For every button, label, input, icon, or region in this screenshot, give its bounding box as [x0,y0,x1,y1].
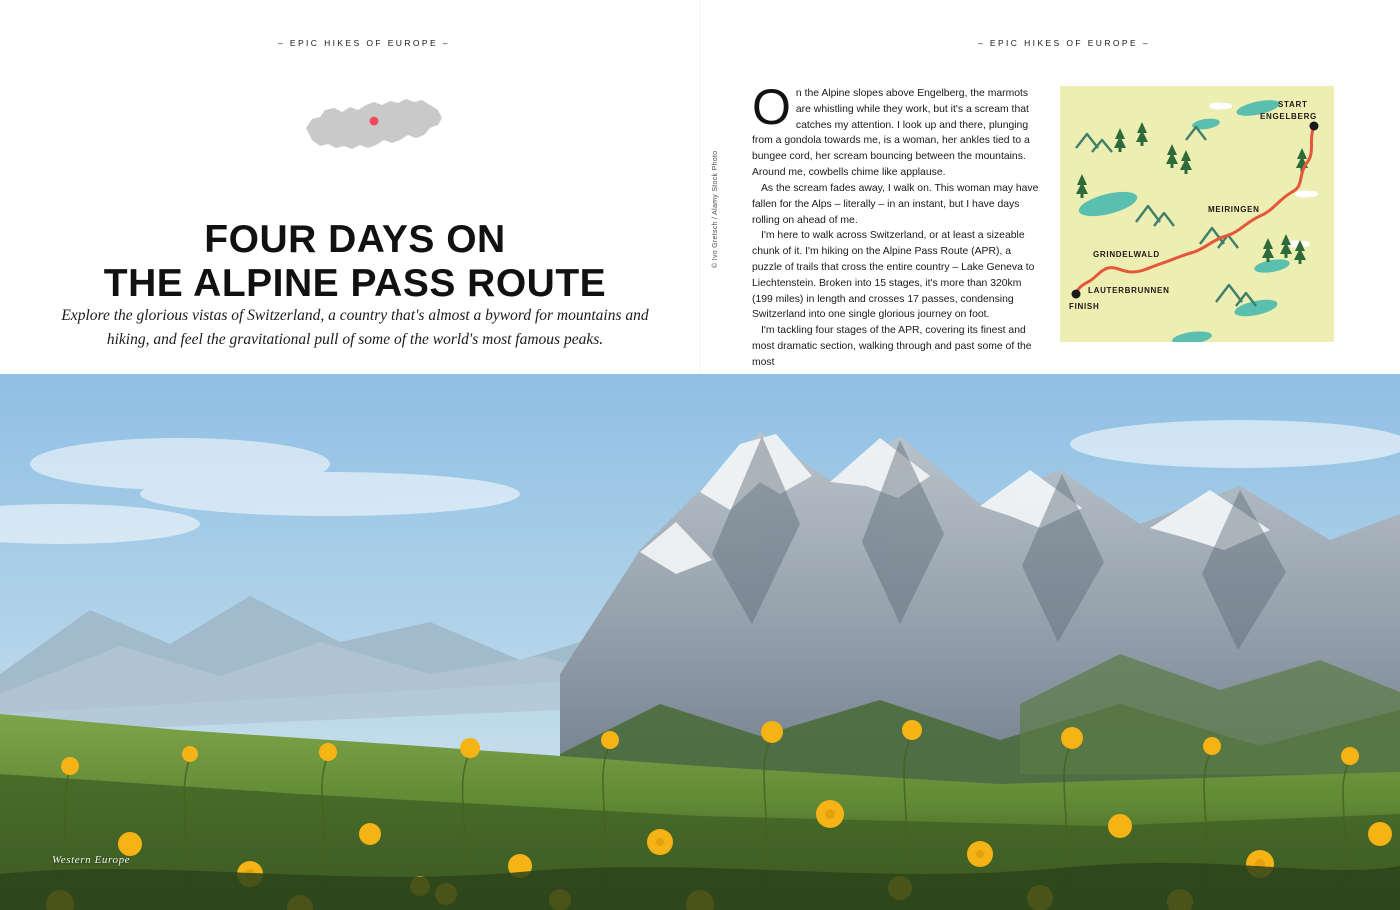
switzerland-outline-icon [298,88,448,166]
map-label-meiringen: MEIRINGEN [1208,205,1260,214]
hero-caption: Western Europe [52,854,131,866]
body-paragraph-4: I'm tackling four stages of the APR, covering its finest and most dramatic section, walking through and past some of the most [752,325,1032,368]
drop-cap: O [752,79,791,135]
map-label-grindelwald: GRINDELWALD [1093,250,1160,259]
standfirst: Explore the glorious vistas of Switzerland, a country that's almost a byword for mountains and hiking, and feel the gravitational pull of some of the world's most famous peaks. [61,307,649,349]
running-head-left: – EPIC HIKES OF EUROPE – [278,38,450,48]
map-label-engelberg: ENGELBERG [1260,112,1317,121]
running-head-right: – EPIC HIKES OF EUROPE – [978,38,1150,48]
page-title [55,218,655,307]
page-title-line-2: THE ALPINE PASS ROUTE [103,262,607,306]
route-map [1060,86,1334,342]
map-label-lauterbrunnen: LAUTERBRUNNEN [1088,286,1170,295]
page-gutter [699,0,701,374]
article-body [752,79,1042,371]
map-label-finish: FINISH [1069,302,1100,311]
body-paragraph-2: As the scream fades away, I walk on. This woman may have fallen for the Alps – literally – in an instant, but I have days rolling on ahead of me. [752,182,1039,226]
map-label-start: START [1278,100,1308,109]
photo-credit: © Ivo Gretsch / Alamy Stock Photo [712,150,719,268]
body-paragraph-1 [752,79,1042,181]
body-paragraph-1-text: n the Alpine slopes above Engelberg, the marmots are whistling while they work, but it's a scream that catches my attention. I look up and there, plunging from a gondola towards me, is a woman, her ankles tied to a bungee cord, her scream bouncing between the mountains. Around me, cowbells chime like applause. [752,88,1030,179]
page-title-line-1: FOUR DAYS ON [204,218,506,261]
body-paragraph-3: I'm here to walk across Switzerland, or at least a sizeable chunk of it. I'm hiking on the Alpine Pass Route (APR), a puzzle of trails that cross the entire country – Lake Geneva to Liechtenstein. Broken into 15 stages, it's more than 320km (199 miles) in length and crosses 17 passes, condensing Switzerland into one single glorious journey on foot. [752,230,1035,321]
hero-photo [0,374,1400,910]
